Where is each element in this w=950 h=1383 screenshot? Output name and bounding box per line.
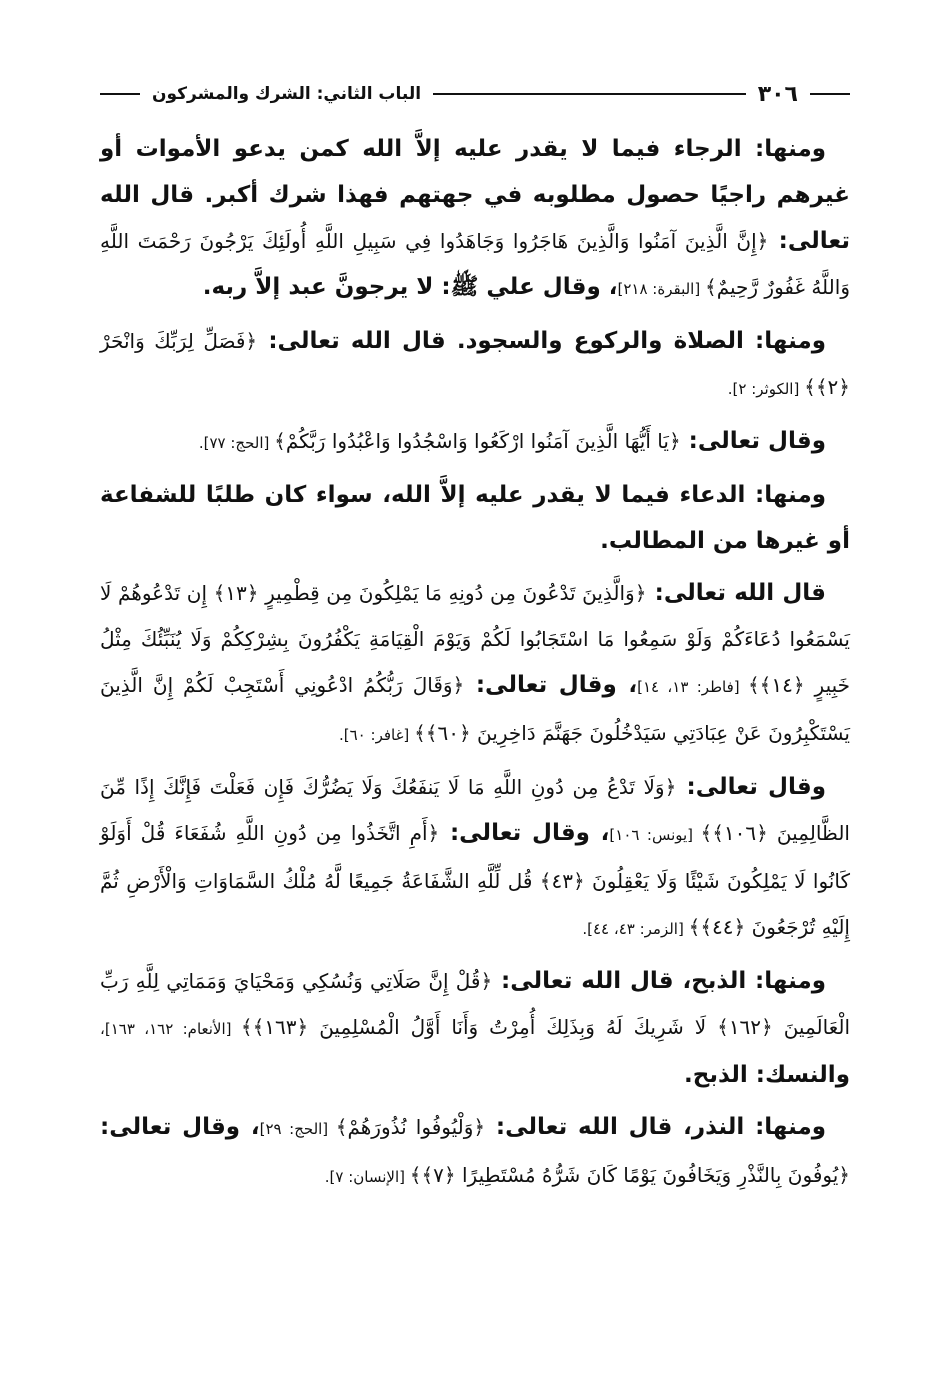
quran-verse: ﴿قُلْ إِنَّ صَلَاتِي وَنُسُكِي وَمَحْيَايَ وَمَمَاتِي لِلَّهِ رَبِّ الْعَالَمِينَ ﴿١٦٢﴾ لَا شَرِيكَ لَهُ وَبِذَلِكَ أُمِرْتُ وَأَنَا أَوَّلُ الْمُسْلِمِينَ ﴿١٦٣﴾﴾ <box>100 969 851 1039</box>
text: ومنها: النذر، قال الله تعالى: <box>485 1114 827 1140</box>
text: ، وقال علي ﷺ: لا يرجونَّ عبد إلاَّ ربه. <box>202 274 618 300</box>
verse-citation: [الأنعام: ١٦٢، ١٦٣]، <box>100 1020 241 1038</box>
verse-citation: [الحج: ٢٩] <box>259 1120 336 1138</box>
paragraph-fatir <box>100 570 850 758</box>
verse-citation: [فاطر: ١٣، ١٤] <box>637 678 748 696</box>
verse-citation: [الزمر: ٤٣، ٤٤]. <box>582 920 689 938</box>
verse-citation: [الحج: ٧٧]. <box>198 434 275 452</box>
verse-citation: [غافر: ٦٠]. <box>339 726 415 744</box>
header-rule-right <box>810 93 850 95</box>
text: قال الله تعالى: <box>646 580 826 606</box>
quran-verse: ﴿وَقَالَ رَبُّكُمُ ادْعُونِي أَسْتَجِبْ لَكُمْ إِنَّ الَّذِينَ يَسْتَكْبِرُونَ عَنْ عِبَادَتِي سَيَدْخُلُونَ جَهَنَّمَ دَاخِرِينَ ﴿٦٠﴾﴾ <box>100 673 850 745</box>
paragraph-slaughter <box>100 958 850 1098</box>
verse-citation: [البقرة: ٢١٨] <box>617 280 705 298</box>
paragraph-yunus <box>100 764 850 952</box>
quran-verse: ﴿وَالَّذِينَ تَدْعُونَ مِن دُونِهِ مَا يَمْلِكُونَ مِن قِطْمِيرٍ ﴿١٣﴾ إِن تَدْعُوهُمْ لَا يَسْمَعُوا دُعَاءَكُمْ وَلَوْ سَمِعُوا مَا اسْتَجَابُوا لَكُمْ وَيَوْمَ الْقِيَامَةِ يَكْفُرُونَ بِشِرْكِكُمْ وَلَا يُنَبِّئُكَ مِثْلُ خَبِيرٍ ﴿١٤﴾﴾ <box>100 581 850 697</box>
paragraph-supplication <box>100 472 850 564</box>
text: ، وقال تعالى: <box>464 672 638 698</box>
text: ومنها: الذبح، قال الله تعالى: <box>492 968 827 994</box>
verse-citation: [الإنسان: ٧]. <box>324 1168 410 1186</box>
text: ومنها: الصلاة والركوع والسجود. قال الله تعالى: <box>257 328 826 354</box>
header-rule-middle <box>433 93 746 95</box>
text: وقال تعالى: <box>676 774 826 800</box>
chapter-title: الباب الثاني: الشرك والمشركون <box>152 84 422 104</box>
text: وقال تعالى: <box>680 428 826 454</box>
quran-verse: ﴿أَمِ اتَّخَذُوا مِن دُونِ اللَّهِ شُفَعَاءَ قُلْ أَوَلَوْ كَانُوا لَا يَمْلِكُونَ شَيْئًا وَلَا يَعْقِلُونَ ﴿٤٣﴾ قُل لِّلَّهِ الشَّفَاعَةُ جَمِيعًا لَّهُ مُلْكُ السَّمَاوَاتِ وَالْأَرْضِ ثُمَّ إِلَيْهِ تُرْجَعُونَ ﴿٤٤﴾﴾ <box>100 821 850 939</box>
quran-verse: ﴿فَصَلِّ لِرَبِّكَ وَانْحَرْ ﴿٢﴾﴾ <box>100 329 850 399</box>
quran-verse: ﴿يَا أَيُّهَا الَّذِينَ آمَنُوا ارْكَعُوا وَاسْجُدُوا وَاعْبُدُوا رَبَّكُمْ﴾ <box>274 429 681 453</box>
paragraph-hope <box>100 126 850 312</box>
paragraph-prayer <box>100 318 850 412</box>
verse-citation: [الكوثر: ٢]. <box>727 380 805 398</box>
text: ومنها: الدعاء فيما لا يقدر عليه إلاَّ الله، سواء كان طلبًا للشفاعة أو غيرها من المطالب. <box>100 482 850 554</box>
quran-verse: ﴿يُوفُونَ بِالنَّذْرِ وَيَخَافُونَ يَوْمًا كَانَ شَرُّهُ مُسْتَطِيرًا ﴿٧﴾﴾ <box>409 1163 850 1187</box>
quran-verse: ﴿وَلْيُوفُوا نُذُورَهُمْ﴾ <box>335 1115 486 1139</box>
paragraph-bowing <box>100 418 850 466</box>
page-number: ٣٠٦ <box>757 81 798 107</box>
paragraph-vow <box>100 1104 850 1200</box>
quran-verse: ﴿وَلَا تَدْعُ مِن دُونِ اللَّهِ مَا لَا يَنفَعُكَ وَلَا يَضُرُّكَ فَإِن فَعَلْتَ فَإِنَّكَ إِذًا مِّنَ الظَّالِمِينَ ﴿١٠٦﴾﴾ <box>100 775 850 845</box>
header-rule-left <box>100 93 140 95</box>
page-body <box>100 126 850 1200</box>
quran-verse: ﴿إِنَّ الَّذِينَ آمَنُوا وَالَّذِينَ هَاجَرُوا وَجَاهَدُوا فِي سَبِيلِ اللَّهِ أُولَئِكَ يَرْجُونَ رَحْمَتَ اللَّهِ وَاللَّهُ غَفُورٌ رَّحِيمٌ﴾ <box>100 229 850 299</box>
verse-citation: [يونس: ١٠٦] <box>609 826 701 844</box>
text: ومنها: الرجاء فيما لا يقدر عليه إلاَّ الله كمن يدعو الأموات أو غيرهم راجيًا حصول مطلوبه في جهتهم فهذا شرك أكبر. قال الله تعالى: <box>100 136 850 254</box>
page-header <box>100 72 850 116</box>
text: والنسك: الذبح. <box>684 1062 850 1088</box>
text: ، وقال تعالى: <box>100 1114 260 1140</box>
text: ، وقال تعالى: <box>439 820 610 846</box>
